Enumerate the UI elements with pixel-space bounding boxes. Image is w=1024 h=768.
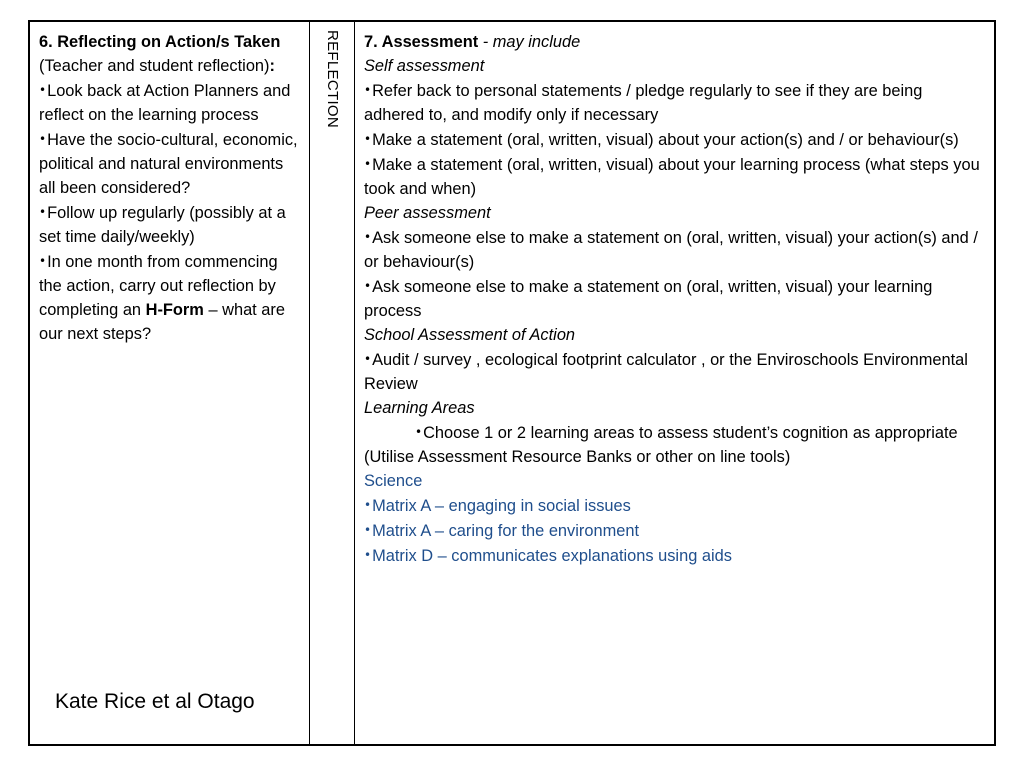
reflecting-bullet-item: [39, 200, 301, 249]
school-assessment-title: School Assessment of Action: [364, 326, 576, 344]
reflecting-subheading-colon: :: [269, 57, 275, 75]
self-assessment-item: [364, 127, 986, 152]
bullet-icon: •: [39, 205, 47, 219]
reflecting-column: [30, 22, 310, 744]
reflecting-subheading-text: (Teacher and student reflection): [39, 57, 270, 75]
reflecting-heading: 6. Reflecting on Action/s Taken: [39, 33, 281, 51]
reflecting-bullet-text: Follow up regularly (possibly at a set time daily/weekly): [39, 204, 286, 246]
bullet-icon: •: [364, 548, 372, 562]
self-assessment-item: [364, 78, 986, 127]
bullet-icon: •: [39, 132, 47, 146]
author-credit: Kate Rice et al Otago: [55, 690, 255, 713]
content-table: [28, 20, 996, 746]
science-matrix-text: Matrix A – caring for the environment: [372, 522, 640, 540]
bullet-icon: •: [364, 352, 372, 366]
reflecting-subheading: [39, 54, 301, 78]
school-assessment-item: [364, 347, 986, 396]
bullet-icon: •: [415, 425, 423, 439]
science-matrix-item: [364, 543, 986, 568]
reflecting-bullet-text-suffix: – what are our next steps?: [39, 301, 285, 343]
bullet-icon: •: [364, 157, 372, 171]
assessment-heading: [364, 30, 986, 54]
reflection-label-column: [310, 22, 355, 744]
bullet-icon: •: [364, 498, 372, 512]
peer-assessment-item: [364, 225, 986, 274]
bullet-icon: •: [364, 83, 372, 97]
reflecting-bullet-item: [39, 127, 301, 200]
learning-areas-item: [364, 420, 986, 445]
science-matrix-text: Matrix A – engaging in social issues: [372, 497, 631, 515]
reflecting-bullet-item: [39, 78, 301, 127]
self-assessment-text: Refer back to personal statements / pledge regularly to see if they are being adhered to, and modify only if necessary: [364, 82, 923, 124]
assessment-heading-italic: - may include: [478, 33, 581, 51]
peer-assessment-item: [364, 274, 986, 323]
school-assessment-text: Audit / survey , ecological footprint calculator , or the Enviroschools Environmental Review: [364, 351, 968, 393]
self-assessment-item: [364, 152, 986, 201]
reflection-vertical-label: REFLECTION: [324, 30, 341, 129]
learning-areas-title: Learning Areas: [364, 399, 475, 417]
h-form-term: H-Form: [145, 301, 204, 319]
science-title: Science: [364, 472, 423, 490]
self-assessment-text: Make a statement (oral, written, visual) about your learning process (what steps you took and when): [364, 156, 980, 198]
peer-assessment-text: Ask someone else to make a statement on (oral, written, visual) your learning process: [364, 278, 933, 320]
learning-areas-text: Choose 1 or 2 learning areas to assess student’s cognition as appropriate: [423, 424, 958, 442]
bullet-icon: •: [39, 254, 47, 268]
science-matrix-item: [364, 518, 986, 543]
reflecting-bullet-text: Have the socio-cultural, economic, political and natural environments all been considered?: [39, 131, 298, 197]
peer-assessment-title: Peer assessment: [364, 204, 491, 222]
bullet-icon: •: [364, 132, 372, 146]
assessment-heading-bold: 7. Assessment: [364, 33, 479, 51]
reflecting-bullet-item: [39, 249, 301, 346]
reflecting-bullet-text-prefix: In one month from commencing the action, carry out reflection by completing an: [39, 253, 278, 319]
bullet-icon: •: [364, 279, 372, 293]
bullet-icon: •: [364, 523, 372, 537]
self-assessment-text: Make a statement (oral, written, visual) about your action(s) and / or behaviour(s): [372, 131, 959, 149]
science-matrix-text: Matrix D – communicates explanations using aids: [372, 547, 732, 565]
science-matrix-item: [364, 493, 986, 518]
bullet-icon: •: [364, 230, 372, 244]
resource-banks-note: (Utilise Assessment Resource Banks or other on line tools): [364, 448, 791, 466]
self-assessment-title: Self assessment: [364, 57, 485, 75]
peer-assessment-text: Ask someone else to make a statement on (oral, written, visual) your action(s) and / or behaviour(s): [364, 229, 978, 271]
bullet-icon: •: [39, 83, 47, 97]
reflecting-bullet-text: Look back at Action Planners and reflect on the learning process: [39, 82, 291, 124]
assessment-column: [355, 22, 994, 744]
